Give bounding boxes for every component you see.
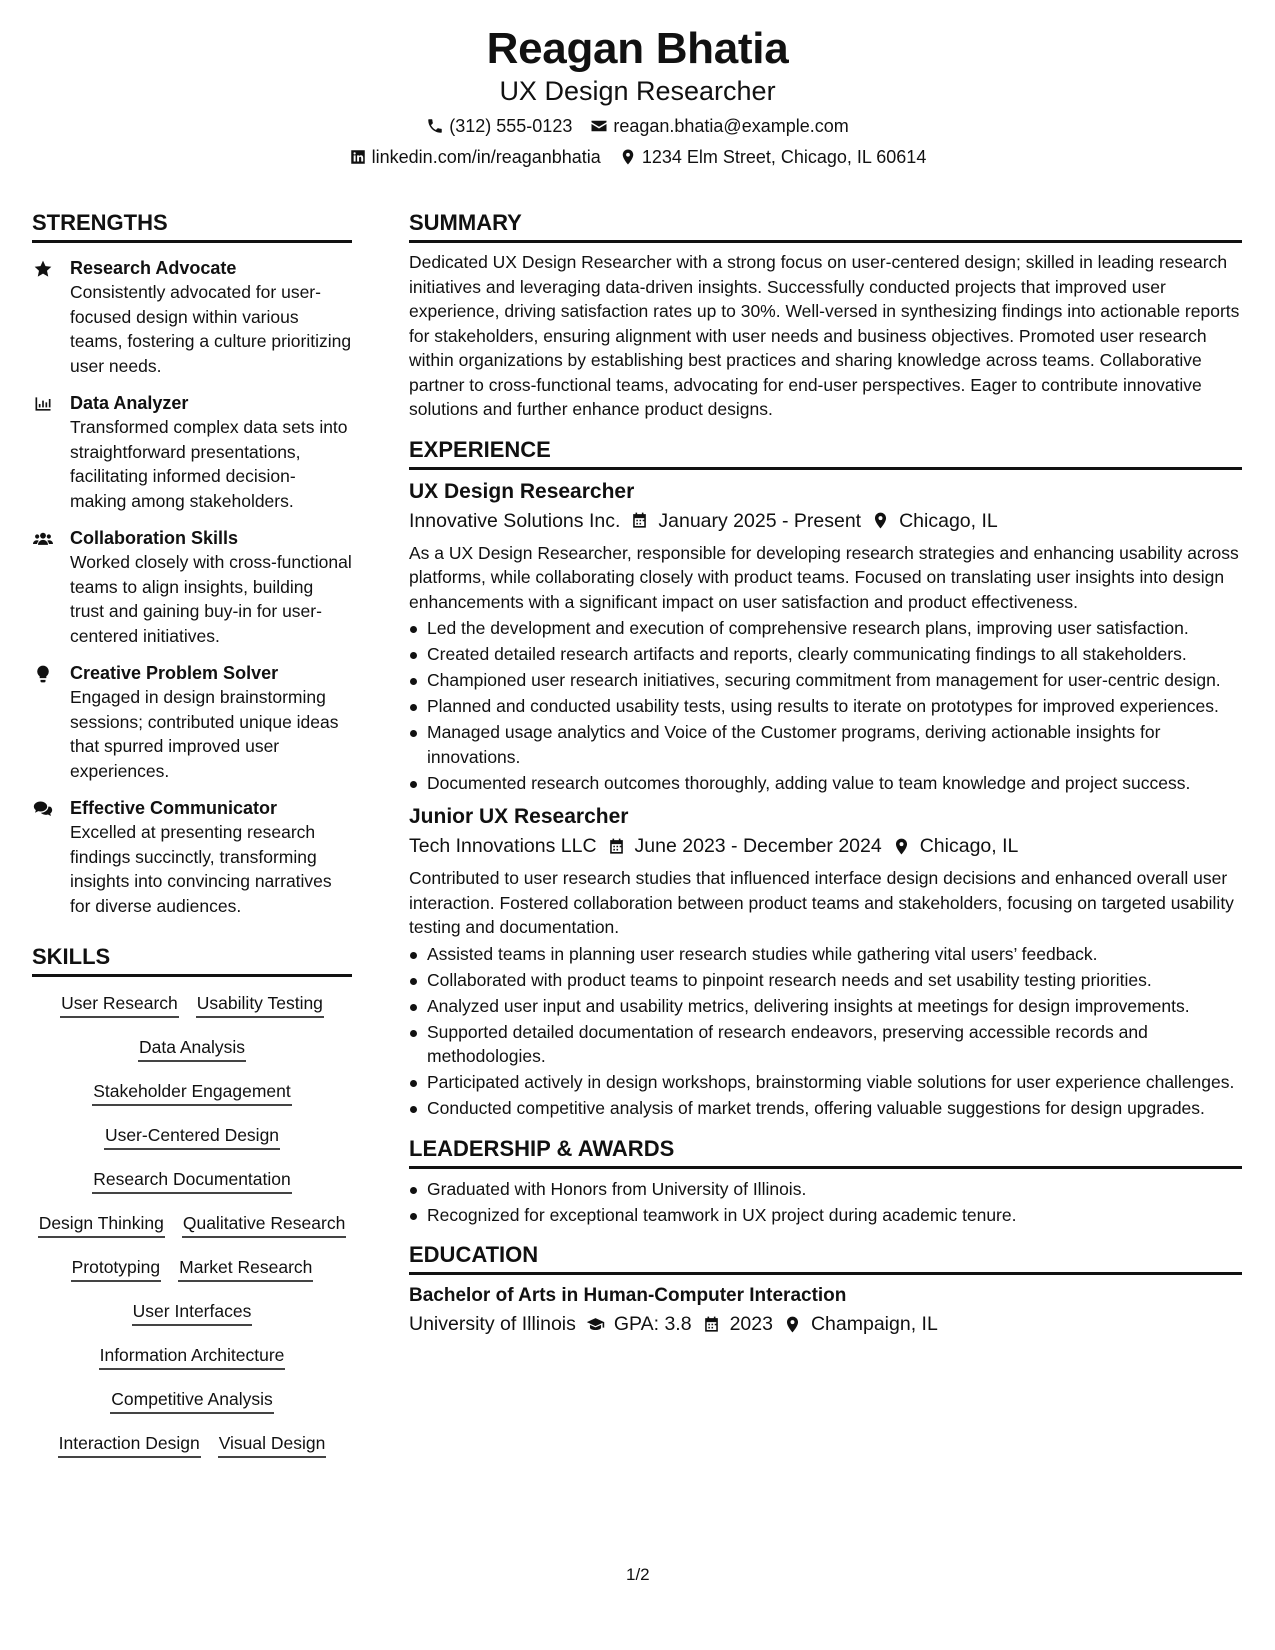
strength-desc: Transformed complex data sets into straightforward presentations, facilitating informed decision-making among stakeholders. [70, 417, 348, 511]
graduation-year: 2023 [729, 1313, 773, 1335]
leadership-heading: LEADERSHIP & AWARDS [409, 1135, 1242, 1169]
job-meta [409, 507, 1242, 535]
job-company: Innovative Solutions Inc. [409, 509, 621, 532]
strength-title: Creative Problem Solver [70, 663, 279, 683]
strength-item [32, 796, 352, 918]
school-name: University of Illinois [409, 1313, 576, 1335]
users-icon [32, 529, 54, 549]
skill-tag: Research Documentation [92, 1167, 291, 1194]
job-dates: June 2023 - December 2024 [634, 835, 882, 857]
list-item: Championed user research initiatives, securing commitment from management for user-centric design. [409, 668, 1242, 693]
summary-text: Dedicated UX Design Researcher with a strong focus on user-centered design; skilled in leading research initiatives and leveraging data-driven insights. Successfully conducted projects that improved user experience, driving satisfaction rates up to 30%. Well-versed in synthesizing findings into actionable reports for stakeholders, ensuring alignment with user needs and business objectives. Promoted user research within organizations by establishing best practices and sharing knowledge across teams. Collaborative partner to cross-functional teams, advocating for end-user perspectives. Eager to contribute innovative solutions and further enhance product designs. [409, 252, 1240, 419]
list-item: Managed usage analytics and Voice of the Customer programs, deriving actionable insights for innovations. [409, 720, 1242, 769]
job-location: Chicago, IL [919, 835, 1019, 857]
resume-header [0, 22, 1275, 169]
skill-tag: User Interfaces [132, 1299, 253, 1326]
address-contact [619, 145, 927, 169]
job-dates: January 2025 - Present [658, 509, 862, 532]
strength-item [32, 526, 352, 648]
skill-tag: Interaction Design [58, 1431, 201, 1458]
job-bullets [409, 616, 1242, 795]
list-item: Graduated with Honors from University of Illinois. [409, 1177, 1242, 1202]
list-item: Created detailed research artifacts and reports, clearly communicating findings to all stakeholders. [409, 642, 1242, 667]
contact-line-2 [0, 145, 1275, 169]
strength-title: Research Advocate [70, 258, 237, 278]
phone-contact[interactable] [426, 114, 572, 138]
candidate-title: UX Design Researcher [499, 76, 776, 106]
phone-icon [426, 117, 444, 135]
degree-title: Bachelor of Arts in Human-Computer Interaction [409, 1285, 847, 1306]
strength-title: Collaboration Skills [70, 528, 239, 548]
strength-item [32, 256, 352, 378]
address-text: 1234 Elm Street, Chicago, IL 60614 [641, 147, 927, 167]
phone-text: (312) 555-0123 [449, 116, 573, 136]
list-item: Documented research outcomes thoroughly, adding value to team knowledge and project success. [409, 771, 1242, 796]
list-item: Led the development and execution of comprehensive research plans, improving user satisfaction. [409, 616, 1242, 641]
skills-heading: SKILLS [32, 943, 352, 977]
linkedin-icon [349, 148, 367, 166]
left-column [32, 209, 352, 1458]
job-location: Chicago, IL [899, 509, 998, 532]
strength-item [32, 391, 352, 513]
envelope-icon [590, 117, 608, 135]
job-entry [409, 803, 1242, 1121]
skill-tag: User Research [60, 991, 179, 1018]
job-entry [409, 478, 1242, 796]
list-item: Recognized for exceptional teamwork in UX project during academic tenure. [409, 1203, 1242, 1228]
strength-desc: Consistently advocated for user-focused design within various teams, fostering a culture prioritizing user needs. [70, 282, 352, 376]
graduation-cap-icon [586, 1315, 605, 1334]
strength-item [32, 661, 352, 783]
experience-heading: EXPERIENCE [409, 436, 1242, 470]
calendar-icon [630, 511, 649, 530]
candidate-name: Reagan Bhatia [486, 24, 789, 73]
map-pin-icon [871, 511, 890, 530]
job-title: UX Design Researcher [409, 479, 635, 503]
right-column [409, 209, 1242, 1338]
skill-tag: Data Analysis [138, 1035, 246, 1062]
list-item: Conducted competitive analysis of market trends, offering valuable suggestions for design upgrades. [409, 1096, 1242, 1121]
skill-tag: Information Architecture [99, 1343, 286, 1370]
email-text: reagan.bhatia@example.com [613, 116, 849, 136]
linkedin-text: linkedin.com/in/reaganbhatia [371, 147, 601, 167]
job-company: Tech Innovations LLC [409, 835, 597, 857]
skill-tag: Market Research [178, 1255, 313, 1282]
strength-desc: Worked closely with cross-functional teams to align insights, building trust and gaining buy-in for user-centered initiatives. [70, 552, 352, 646]
map-pin-icon [619, 148, 637, 166]
map-pin-icon [892, 837, 911, 856]
skill-tag: User-Centered Design [104, 1123, 280, 1150]
contact-line-1 [0, 114, 1275, 138]
strength-title: Effective Communicator [70, 798, 278, 818]
job-bullets [409, 942, 1242, 1121]
strength-desc: Engaged in design brainstorming sessions; contributed unique ideas that spurred improved user experiences. [70, 687, 339, 781]
strength-desc: Excelled at presenting research findings succinctly, transforming insights into convincing narratives for diverse audiences. [70, 822, 332, 916]
calendar-icon [702, 1315, 721, 1334]
list-item: Planned and conducted usability tests, using results to iterate on prototypes for improved experiences. [409, 694, 1242, 719]
skill-tag: Stakeholder Engagement [92, 1079, 292, 1106]
strength-title: Data Analyzer [70, 393, 189, 413]
page-number: 1/2 [626, 1565, 650, 1584]
skills-list [32, 991, 352, 1458]
list-item: Assisted teams in planning user research studies while gathering vital users’ feedback. [409, 942, 1242, 967]
skill-tag: Competitive Analysis [110, 1387, 273, 1414]
leadership-list [409, 1177, 1242, 1228]
skill-tag: Usability Testing [196, 991, 324, 1018]
email-contact[interactable] [590, 114, 848, 138]
list-item: Supported detailed documentation of research endeavors, preserving accessible records and methodologies. [409, 1020, 1242, 1069]
gpa-text: GPA: 3.8 [613, 1313, 692, 1335]
skill-tag: Qualitative Research [182, 1211, 346, 1238]
job-meta [409, 832, 1242, 860]
map-pin-icon [783, 1315, 802, 1334]
skill-tag: Design Thinking [38, 1211, 165, 1238]
list-item: Participated actively in design workshops, brainstorming viable solutions for user experience challenges. [409, 1070, 1242, 1095]
summary-heading: SUMMARY [409, 209, 1242, 243]
skill-tag: Prototyping [71, 1255, 162, 1282]
skill-tag: Visual Design [218, 1431, 327, 1458]
job-title: Junior UX Researcher [409, 805, 629, 828]
comments-icon [32, 799, 54, 819]
list-item: Collaborated with product teams to pinpoint research needs and set usability testing priorities. [409, 968, 1242, 993]
education-meta [409, 1310, 1242, 1338]
calendar-icon [607, 837, 626, 856]
strengths-heading: STRENGTHS [32, 209, 352, 243]
lightbulb-icon [32, 664, 54, 684]
education-heading: EDUCATION [409, 1241, 1242, 1275]
job-description: Contributed to user research studies that influenced interface design decisions and enhanced overall user interaction. Fostered collaboration between product teams and stakeholders, focusing on targeted usability testing and documentation. [409, 868, 1234, 937]
star-icon [32, 259, 54, 279]
job-description: As a UX Design Researcher, responsible for developing research strategies and enhancing usability across platforms, while collaborating closely with product teams. Focused on translating user insights into design enhancements with a significant impact on user satisfaction and product effectiveness. [409, 542, 1239, 612]
list-item: Analyzed user input and usability metrics, delivering insights at meetings for design improvements. [409, 994, 1242, 1019]
education-location: Champaign, IL [810, 1313, 938, 1335]
linkedin-contact[interactable] [349, 145, 601, 169]
chart-icon [32, 394, 54, 414]
